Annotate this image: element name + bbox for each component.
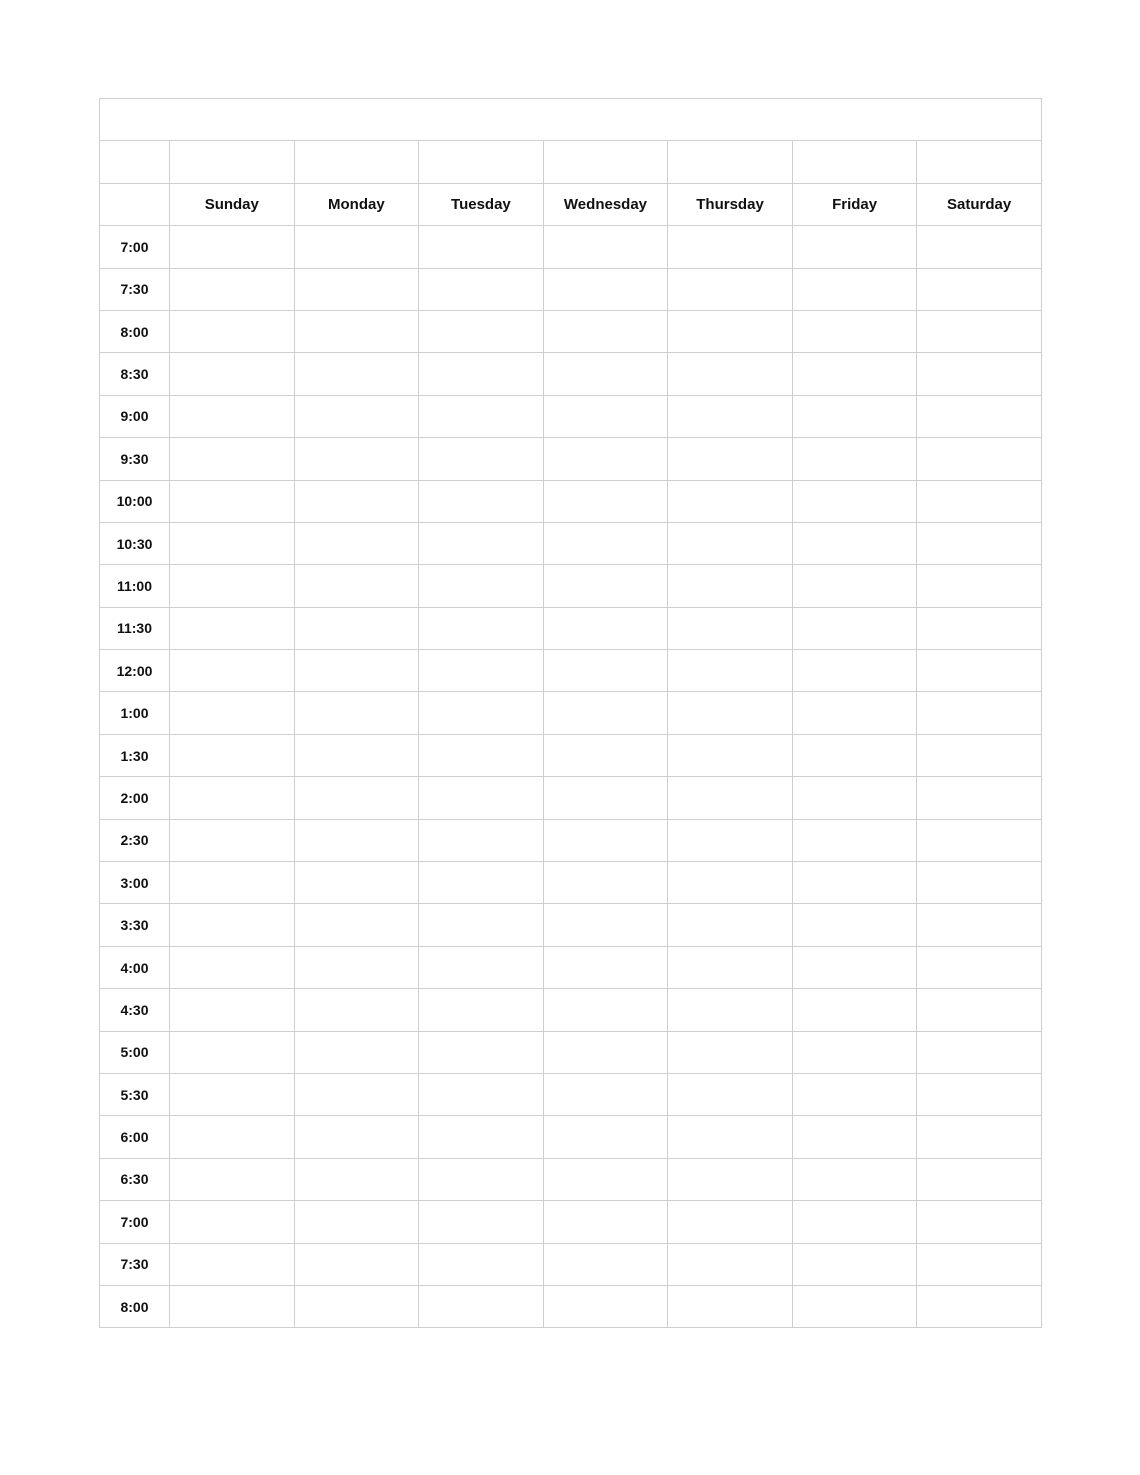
schedule-slot-cell[interactable]	[419, 650, 544, 692]
schedule-slot-cell[interactable]	[419, 395, 544, 437]
schedule-slot-cell[interactable]	[543, 1201, 668, 1243]
time-slot-row	[100, 310, 1042, 352]
schedule-slot-cell[interactable]	[419, 438, 544, 480]
time-label: 5:30	[100, 1073, 170, 1115]
schedule-slot-cell[interactable]	[668, 734, 793, 776]
schedule-slot-cell[interactable]	[294, 438, 419, 480]
schedule-slot-cell[interactable]	[419, 819, 544, 861]
time-slot-row	[100, 862, 1042, 904]
schedule-slot-cell[interactable]	[917, 734, 1042, 776]
schedule-slot-cell[interactable]	[543, 522, 668, 564]
schedule-slot-cell[interactable]	[543, 1243, 668, 1285]
schedule-slot-cell[interactable]	[294, 946, 419, 988]
title-row	[100, 99, 1042, 141]
schedule-slot-cell[interactable]	[668, 862, 793, 904]
schedule-slot-cell[interactable]	[170, 353, 295, 395]
time-slot-row	[100, 692, 1042, 734]
schedule-slot-cell[interactable]	[917, 522, 1042, 564]
time-slot-row	[100, 268, 1042, 310]
time-slot-row	[100, 734, 1042, 776]
schedule-slot-cell[interactable]	[170, 1158, 295, 1200]
schedule-slot-cell[interactable]	[170, 607, 295, 649]
schedule-slot-cell[interactable]	[170, 1031, 295, 1073]
schedule-slot-cell[interactable]	[668, 692, 793, 734]
time-label: 5:00	[100, 1031, 170, 1073]
schedule-slot-cell[interactable]	[170, 1285, 295, 1327]
schedule-slot-cell[interactable]	[668, 226, 793, 268]
time-label: 6:00	[100, 1116, 170, 1158]
schedule-slot-cell[interactable]	[792, 777, 917, 819]
day-header-friday: Friday	[792, 183, 917, 225]
day-header-row	[100, 183, 1042, 225]
schedule-slot-cell[interactable]	[668, 438, 793, 480]
time-label: 6:30	[100, 1158, 170, 1200]
schedule-slot-cell[interactable]	[917, 1158, 1042, 1200]
schedule-slot-cell[interactable]	[543, 777, 668, 819]
schedule-slot-cell[interactable]	[419, 1243, 544, 1285]
schedule-slot-cell[interactable]	[668, 565, 793, 607]
schedule-slot-cell[interactable]	[543, 565, 668, 607]
schedule-slot-cell[interactable]	[543, 1073, 668, 1115]
schedule-slot-cell[interactable]	[170, 1116, 295, 1158]
schedule-slot-cell[interactable]	[917, 565, 1042, 607]
schedule-slot-cell[interactable]	[419, 1285, 544, 1327]
schedule-slot-cell[interactable]	[170, 777, 295, 819]
schedule-slot-cell[interactable]	[917, 692, 1042, 734]
schedule-slot-cell[interactable]	[792, 268, 917, 310]
schedule-slot-cell[interactable]	[170, 522, 295, 564]
time-label: 8:30	[100, 353, 170, 395]
schedule-slot-cell[interactable]	[917, 1243, 1042, 1285]
time-label: 1:00	[100, 692, 170, 734]
time-slot-row	[100, 395, 1042, 437]
schedule-slot-cell[interactable]	[792, 395, 917, 437]
schedule-slot-cell[interactable]	[792, 522, 917, 564]
schedule-slot-cell[interactable]	[543, 650, 668, 692]
schedule-slot-cell[interactable]	[543, 989, 668, 1031]
time-label: 7:00	[100, 226, 170, 268]
schedule-slot-cell[interactable]	[668, 1285, 793, 1327]
schedule-slot-cell[interactable]	[917, 268, 1042, 310]
schedule-slot-cell[interactable]	[419, 1158, 544, 1200]
schedule-slot-cell[interactable]	[792, 650, 917, 692]
schedule-slot-cell[interactable]	[792, 438, 917, 480]
schedule-slot-cell[interactable]	[917, 310, 1042, 352]
schedule-slot-cell[interactable]	[668, 268, 793, 310]
schedule-slot-cell[interactable]	[917, 395, 1042, 437]
schedule-slot-cell[interactable]	[792, 946, 917, 988]
schedule-slot-cell[interactable]	[419, 565, 544, 607]
schedule-slot-cell[interactable]	[543, 226, 668, 268]
schedule-slot-cell[interactable]	[419, 1073, 544, 1115]
schedule-slot-cell[interactable]	[917, 904, 1042, 946]
date-cell[interactable]	[294, 141, 419, 183]
schedule-slot-cell[interactable]	[917, 819, 1042, 861]
schedule-slot-cell[interactable]	[792, 862, 917, 904]
time-label: 1:30	[100, 734, 170, 776]
schedule-slot-cell[interactable]	[419, 226, 544, 268]
day-header-sunday: Sunday	[170, 183, 295, 225]
schedule-slot-cell[interactable]	[419, 1201, 544, 1243]
time-slot-row	[100, 1285, 1042, 1327]
schedule-slot-cell[interactable]	[917, 946, 1042, 988]
schedule-slot-cell[interactable]	[294, 904, 419, 946]
schedule-slot-cell[interactable]	[668, 395, 793, 437]
time-label: 2:00	[100, 777, 170, 819]
schedule-slot-cell[interactable]	[419, 353, 544, 395]
schedule-slot-cell[interactable]	[419, 268, 544, 310]
time-label: 4:00	[100, 946, 170, 988]
schedule-slot-cell[interactable]	[792, 1073, 917, 1115]
schedule-slot-cell[interactable]	[170, 480, 295, 522]
schedule-slot-cell[interactable]	[170, 862, 295, 904]
schedule-slot-cell[interactable]	[668, 650, 793, 692]
schedule-slot-cell[interactable]	[792, 904, 917, 946]
header-corner-cell	[100, 183, 170, 225]
schedule-slot-cell[interactable]	[917, 1116, 1042, 1158]
time-slot-row	[100, 565, 1042, 607]
time-label: 9:00	[100, 395, 170, 437]
time-slot-row	[100, 1201, 1042, 1243]
schedule-body	[100, 99, 1042, 1328]
date-cell[interactable]	[170, 141, 295, 183]
time-slot-row	[100, 226, 1042, 268]
schedule-slot-cell[interactable]	[543, 607, 668, 649]
schedule-slot-cell[interactable]	[543, 268, 668, 310]
schedule-slot-cell[interactable]	[792, 353, 917, 395]
schedule-slot-cell[interactable]	[543, 353, 668, 395]
day-header-wednesday: Wednesday	[543, 183, 668, 225]
schedule-slot-cell[interactable]	[419, 522, 544, 564]
schedule-slot-cell[interactable]	[419, 734, 544, 776]
schedule-slot-cell[interactable]	[294, 395, 419, 437]
schedule-slot-cell[interactable]	[917, 1073, 1042, 1115]
schedule-slot-cell[interactable]	[170, 650, 295, 692]
schedule-slot-cell[interactable]	[792, 819, 917, 861]
schedule-slot-cell[interactable]	[294, 1201, 419, 1243]
schedule-slot-cell[interactable]	[543, 1285, 668, 1327]
schedule-slot-cell[interactable]	[419, 607, 544, 649]
schedule-slot-cell[interactable]	[543, 692, 668, 734]
schedule-slot-cell[interactable]	[668, 480, 793, 522]
time-slot-row	[100, 522, 1042, 564]
schedule-slot-cell[interactable]	[294, 1073, 419, 1115]
schedule-slot-cell[interactable]	[170, 395, 295, 437]
day-header-monday: Monday	[294, 183, 419, 225]
schedule-slot-cell[interactable]	[668, 1201, 793, 1243]
schedule-slot-cell[interactable]	[170, 904, 295, 946]
schedule-slot-cell[interactable]	[668, 1116, 793, 1158]
schedule-slot-cell[interactable]	[792, 1201, 917, 1243]
schedule-slot-cell[interactable]	[170, 1201, 295, 1243]
schedule-slot-cell[interactable]	[543, 734, 668, 776]
schedule-slot-cell[interactable]	[668, 946, 793, 988]
schedule-slot-cell[interactable]	[792, 607, 917, 649]
time-slot-row	[100, 904, 1042, 946]
schedule-slot-cell[interactable]	[668, 607, 793, 649]
time-label: 3:30	[100, 904, 170, 946]
schedule-slot-cell[interactable]	[917, 862, 1042, 904]
time-slot-row	[100, 650, 1042, 692]
schedule-slot-cell[interactable]	[294, 522, 419, 564]
schedule-slot-cell[interactable]	[917, 438, 1042, 480]
schedule-slot-cell[interactable]	[294, 1031, 419, 1073]
schedule-slot-cell[interactable]	[294, 1116, 419, 1158]
date-cell[interactable]	[792, 141, 917, 183]
time-label: 7:30	[100, 1243, 170, 1285]
schedule-slot-cell[interactable]	[917, 1031, 1042, 1073]
date-row-corner-cell	[100, 141, 170, 183]
schedule-slot-cell[interactable]	[917, 1201, 1042, 1243]
schedule-slot-cell[interactable]	[294, 734, 419, 776]
schedule-slot-cell[interactable]	[294, 565, 419, 607]
time-slot-row	[100, 607, 1042, 649]
schedule-slot-cell[interactable]	[668, 777, 793, 819]
time-slot-row	[100, 1243, 1042, 1285]
schedule-slot-cell[interactable]	[668, 1243, 793, 1285]
schedule-slot-cell[interactable]	[543, 480, 668, 522]
schedule-slot-cell[interactable]	[170, 565, 295, 607]
date-row	[100, 141, 1042, 183]
schedule-slot-cell[interactable]	[419, 777, 544, 819]
schedule-slot-cell[interactable]	[543, 438, 668, 480]
schedule-slot-cell[interactable]	[294, 607, 419, 649]
time-slot-row	[100, 819, 1042, 861]
schedule-slot-cell[interactable]	[543, 946, 668, 988]
schedule-slot-cell[interactable]	[170, 226, 295, 268]
schedule-slot-cell[interactable]	[419, 989, 544, 1031]
schedule-slot-cell[interactable]	[170, 734, 295, 776]
schedule-slot-cell[interactable]	[294, 310, 419, 352]
time-slot-row	[100, 946, 1042, 988]
schedule-slot-cell[interactable]	[294, 268, 419, 310]
date-cell[interactable]	[419, 141, 544, 183]
time-label: 8:00	[100, 310, 170, 352]
time-slot-row	[100, 1158, 1042, 1200]
schedule-slot-cell[interactable]	[668, 1073, 793, 1115]
date-cell[interactable]	[917, 141, 1042, 183]
schedule-slot-cell[interactable]	[294, 777, 419, 819]
schedule-slot-cell[interactable]	[792, 1243, 917, 1285]
time-slot-row	[100, 480, 1042, 522]
schedule-slot-cell[interactable]	[170, 819, 295, 861]
schedule-slot-cell[interactable]	[917, 650, 1042, 692]
schedule-slot-cell[interactable]	[792, 1116, 917, 1158]
schedule-slot-cell[interactable]	[543, 395, 668, 437]
schedule-slot-cell[interactable]	[668, 904, 793, 946]
schedule-slot-cell[interactable]	[917, 353, 1042, 395]
schedule-slot-cell[interactable]	[170, 310, 295, 352]
schedule-slot-cell[interactable]	[917, 1285, 1042, 1327]
schedule-slot-cell[interactable]	[792, 1031, 917, 1073]
time-label: 2:30	[100, 819, 170, 861]
time-slot-row	[100, 438, 1042, 480]
time-label: 7:00	[100, 1201, 170, 1243]
schedule-slot-cell[interactable]	[917, 480, 1042, 522]
schedule-slot-cell[interactable]	[917, 989, 1042, 1031]
schedule-slot-cell[interactable]	[294, 1243, 419, 1285]
schedule-slot-cell[interactable]	[170, 1243, 295, 1285]
schedule-slot-cell[interactable]	[792, 310, 917, 352]
time-label: 3:00	[100, 862, 170, 904]
schedule-slot-cell[interactable]	[419, 862, 544, 904]
schedule-slot-cell[interactable]	[419, 946, 544, 988]
schedule-slot-cell[interactable]	[543, 1031, 668, 1073]
schedule-slot-cell[interactable]	[294, 353, 419, 395]
time-label: 7:30	[100, 268, 170, 310]
time-slot-row	[100, 1116, 1042, 1158]
time-label: 11:00	[100, 565, 170, 607]
schedule-slot-cell[interactable]	[294, 989, 419, 1031]
time-label: 4:30	[100, 989, 170, 1031]
schedule-slot-cell[interactable]	[917, 226, 1042, 268]
schedule-slot-cell[interactable]	[668, 1158, 793, 1200]
time-label: 10:30	[100, 522, 170, 564]
schedule-slot-cell[interactable]	[543, 862, 668, 904]
schedule-slot-cell[interactable]	[543, 310, 668, 352]
date-cell[interactable]	[543, 141, 668, 183]
time-slot-row	[100, 989, 1042, 1031]
schedule-slot-cell[interactable]	[294, 692, 419, 734]
time-label: 11:30	[100, 607, 170, 649]
time-label: 12:00	[100, 650, 170, 692]
schedule-slot-cell[interactable]	[668, 989, 793, 1031]
schedule-slot-cell[interactable]	[792, 565, 917, 607]
schedule-slot-cell[interactable]	[419, 692, 544, 734]
schedule-slot-cell[interactable]	[792, 226, 917, 268]
schedule-slot-cell[interactable]	[792, 1158, 917, 1200]
day-header-thursday: Thursday	[668, 183, 793, 225]
day-header-tuesday: Tuesday	[419, 183, 544, 225]
schedule-slot-cell[interactable]	[668, 1031, 793, 1073]
schedule-slot-cell[interactable]	[419, 1031, 544, 1073]
schedule-slot-cell[interactable]	[294, 480, 419, 522]
schedule-slot-cell[interactable]	[170, 946, 295, 988]
schedule-slot-cell[interactable]	[294, 1285, 419, 1327]
time-slot-row	[100, 353, 1042, 395]
time-slot-row	[100, 1031, 1042, 1073]
schedule-slot-cell[interactable]	[668, 819, 793, 861]
schedule-slot-cell[interactable]	[668, 310, 793, 352]
schedule-slot-cell[interactable]	[792, 734, 917, 776]
schedule-slot-cell[interactable]	[170, 268, 295, 310]
schedule-slot-cell[interactable]	[543, 819, 668, 861]
date-cell[interactable]	[668, 141, 793, 183]
time-slot-row	[100, 1073, 1042, 1115]
schedule-slot-cell[interactable]	[419, 1116, 544, 1158]
schedule-slot-cell[interactable]	[668, 522, 793, 564]
schedule-slot-cell[interactable]	[792, 1285, 917, 1327]
schedule-slot-cell[interactable]	[543, 904, 668, 946]
schedule-slot-cell[interactable]	[419, 904, 544, 946]
schedule-slot-cell[interactable]	[170, 989, 295, 1031]
time-slot-row	[100, 777, 1042, 819]
time-label: 9:30	[100, 438, 170, 480]
schedule-slot-cell[interactable]	[419, 310, 544, 352]
schedule-slot-cell[interactable]	[294, 226, 419, 268]
time-label: 10:00	[100, 480, 170, 522]
schedule-slot-cell[interactable]	[543, 1116, 668, 1158]
time-label: 8:00	[100, 1285, 170, 1327]
schedule-slot-cell[interactable]	[294, 1158, 419, 1200]
title-cell[interactable]	[100, 99, 1042, 141]
schedule-slot-cell[interactable]	[543, 1158, 668, 1200]
schedule-slot-cell[interactable]	[917, 607, 1042, 649]
schedule-slot-cell[interactable]	[170, 1073, 295, 1115]
schedule-slot-cell[interactable]	[792, 692, 917, 734]
schedule-slot-cell[interactable]	[668, 353, 793, 395]
schedule-slot-cell[interactable]	[170, 692, 295, 734]
schedule-slot-cell[interactable]	[419, 480, 544, 522]
schedule-slot-cell[interactable]	[294, 862, 419, 904]
schedule-slot-cell[interactable]	[294, 819, 419, 861]
schedule-slot-cell[interactable]	[917, 777, 1042, 819]
schedule-slot-cell[interactable]	[170, 438, 295, 480]
schedule-slot-cell[interactable]	[792, 989, 917, 1031]
day-header-saturday: Saturday	[917, 183, 1042, 225]
weekly-schedule-table	[99, 98, 1042, 1328]
schedule-slot-cell[interactable]	[792, 480, 917, 522]
schedule-slot-cell[interactable]	[294, 650, 419, 692]
